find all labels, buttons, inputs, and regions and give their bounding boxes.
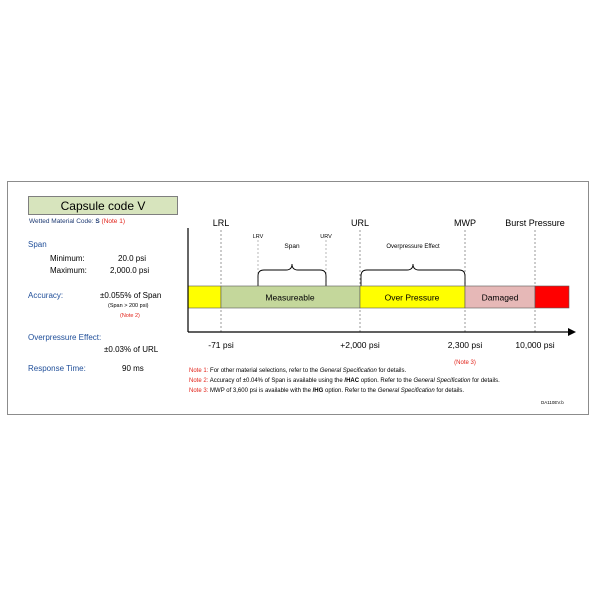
axis-arrow-icon (568, 328, 576, 336)
accuracy-note-ref: (Note 2) (120, 313, 140, 319)
accuracy-condition: (Span > 200 psi) (108, 303, 149, 309)
note-1-text: For other material selections, refer to the (208, 368, 320, 374)
band-burst (535, 286, 569, 308)
note-2-mid: option. Refer to the (359, 378, 414, 384)
note-3-tag: Note 3: (189, 388, 209, 394)
note-3 (189, 388, 464, 394)
span-minimum-label: Minimum: (50, 254, 85, 263)
note-2-tag: Note 2: (189, 378, 209, 384)
overpressure-effect-label: Overpressure Effect: (28, 333, 102, 342)
url-value: +2,000 psi (340, 340, 380, 350)
note-3-general-spec: General Specification (377, 388, 435, 394)
response-time-value: 90 ms (122, 364, 144, 373)
urv-label: URV (320, 234, 332, 240)
wetted-note-ref: (Note 1) (101, 218, 126, 225)
note-2-tail: for details. (470, 378, 500, 384)
note-2-general-spec: General Specification (413, 378, 471, 384)
over-pressure-label: Over Pressure (384, 292, 440, 303)
span-maximum-label: Maximum: (50, 266, 87, 275)
burst-value: 10,000 psi (515, 340, 555, 350)
span-label: Span (28, 240, 47, 249)
note-1-tag: Note 1: (189, 368, 209, 374)
url-label: URL (350, 218, 370, 228)
overpressure-brace-label: Overpressure Effect (386, 244, 440, 250)
damaged-label: Damaged (481, 292, 519, 303)
band-yellow-left (188, 286, 221, 308)
span-brace-label: Span (284, 243, 300, 250)
overpressure-effect-value: ±0.03% of URL (104, 345, 159, 354)
mwp-note-ref: (Note 3) (454, 360, 476, 366)
note-1 (189, 368, 406, 374)
note-1-tail: for details. (376, 368, 407, 374)
note-3-tail: for details. (434, 388, 465, 394)
lrv-label: LRV (252, 234, 264, 240)
note-3-mid: option. Refer to the (323, 388, 378, 394)
overpressure-brace (361, 264, 465, 286)
burst-pressure-label: Burst Pressure (505, 218, 565, 228)
note-3-text: MWP of 3,600 psi is available with the (208, 388, 313, 394)
lrl-label: LRL (212, 218, 230, 228)
span-minimum-value: 20.0 psi (118, 254, 147, 263)
capsule-spec-panel (7, 181, 589, 415)
response-time-label: Response Time: (28, 364, 86, 373)
note-2-text: Accuracy of ±0.04% of Span is available using the (208, 378, 345, 384)
capsule-title: Capsule code V (28, 196, 178, 215)
note-3-option: /HG (312, 388, 324, 394)
mwp-value: 2,300 psi (447, 340, 483, 350)
accuracy-label: Accuracy: (28, 291, 64, 300)
span-maximum-value: 2,000.0 psi (110, 266, 150, 275)
figure-id: DA110EV.b (541, 400, 564, 405)
accuracy-value: ±0.055% of Span (100, 291, 162, 300)
wetted-material-label: Wetted Material Code: (29, 218, 94, 225)
lrl-value: -71 psi (208, 340, 234, 350)
span-brace (258, 264, 326, 286)
wetted-material-code: S (95, 218, 100, 225)
note-2 (189, 378, 500, 384)
mwp-label: MWP (454, 218, 476, 228)
measureable-label: Measureable (265, 292, 315, 303)
note-1-general-spec: General Specification (319, 368, 377, 374)
note-2-option: /HAC (344, 378, 360, 384)
